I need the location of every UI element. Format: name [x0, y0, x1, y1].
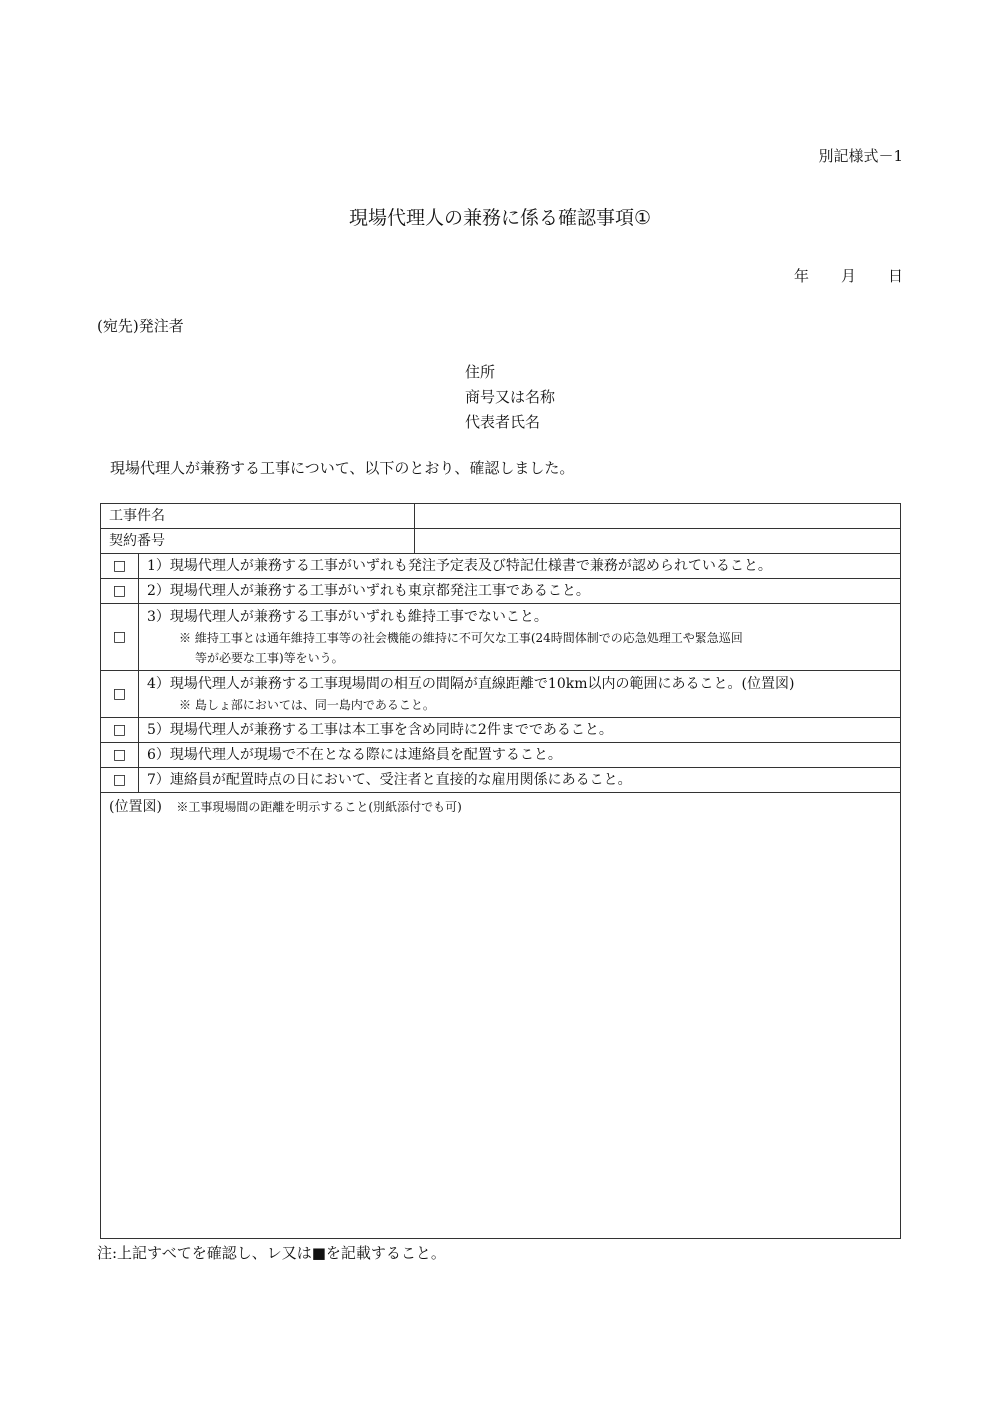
field-label-project-name: 工事件名: [101, 504, 415, 529]
item-3-cell: [139, 604, 901, 671]
field-label-contract-number: 契約番号: [101, 529, 415, 554]
table-row: [101, 504, 901, 529]
item-4-cell: [139, 671, 901, 718]
checkbox-item-4[interactable]: □: [101, 671, 139, 718]
applicant-address-label: 住所: [465, 363, 496, 381]
contract-number-field[interactable]: [415, 529, 901, 554]
intro-text: 現場代理人が兼務する工事について、以下のとおり、確認しました。: [110, 459, 575, 477]
location-map-label: (位置図): [109, 799, 162, 815]
table-row: [101, 604, 901, 671]
table-row: [101, 743, 901, 768]
checkbox-item-6[interactable]: □: [101, 743, 139, 768]
item-1-text: 1）現場代理人が兼務する工事がいずれも発注予定表及び特記仕様書で兼務が認められていること。: [139, 554, 901, 579]
applicant-company-label: 商号又は名称: [465, 388, 556, 406]
page-title: 現場代理人の兼務に係る確認事項①: [348, 207, 652, 229]
form-code: 別記様式－1: [818, 147, 903, 165]
location-map-area[interactable]: [101, 793, 901, 1239]
date-month-field[interactable]: 月: [840, 267, 856, 285]
date-year-field[interactable]: 年: [793, 267, 809, 285]
applicant-representative-label: 代表者氏名: [465, 413, 541, 431]
item-6-text: 6）現場代理人が現場で不在となる際には連絡員を配置すること。: [139, 743, 901, 768]
date-line: [794, 265, 903, 286]
item-3-note-line2: 等が必要な工事)等をいう。: [195, 651, 344, 665]
date-day-field[interactable]: 日: [887, 267, 903, 285]
table-row: [101, 554, 901, 579]
location-map-note: ※工事現場間の距離を明示すること(別紙添付でも可): [176, 800, 462, 814]
addressee: (宛先)発注者: [97, 317, 184, 335]
confirmation-table: [100, 503, 901, 1239]
footer-note: 注:上記すべてを確認し、レ又は■を記載すること。: [97, 1244, 446, 1262]
checkbox-item-1[interactable]: □: [101, 554, 139, 579]
checkbox-item-3[interactable]: □: [101, 604, 139, 671]
item-2-text: 2）現場代理人が兼務する工事がいずれも東京都発注工事であること。: [139, 579, 901, 604]
item-4-text: 4）現場代理人が兼務する工事現場間の相互の間隔が直線距離で10km以内の範囲にあること。(位置図): [147, 676, 795, 692]
table-row: [101, 529, 901, 554]
table-row: [101, 671, 901, 718]
project-name-field[interactable]: [415, 504, 901, 529]
table-row: [101, 718, 901, 743]
checkbox-item-7[interactable]: □: [101, 768, 139, 793]
item-5-text: 5）現場代理人が兼務する工事は本工事を含め同時に2件までであること。: [139, 718, 901, 743]
item-4-note-line1: ※ 島しょ部においては、同一島内であること。: [179, 698, 435, 712]
table-row: [101, 768, 901, 793]
location-map-row: [101, 793, 901, 1239]
item-7-text: 7）連絡員が配置時点の日において、受注者と直接的な雇用関係にあること。: [139, 768, 901, 793]
checkbox-item-5[interactable]: □: [101, 718, 139, 743]
table-row: [101, 579, 901, 604]
item-3-note-line1: ※ 維持工事とは通年維持工事等の社会機能の維持に不可欠な工事(24時間体制での応急処理工や緊急巡回: [179, 631, 743, 645]
checkbox-item-2[interactable]: □: [101, 579, 139, 604]
item-3-text: 3）現場代理人が兼務する工事がいずれも維持工事でないこと。: [147, 609, 548, 625]
